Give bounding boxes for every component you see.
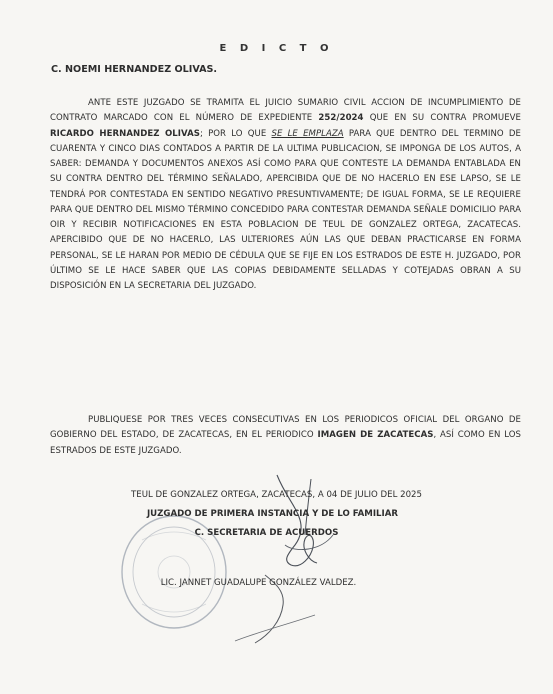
paragraph-text: , ASÍ COMO EN LOS ESTRADOS DE ESTE JUZGADO. (50, 430, 521, 456)
place-and-date: TEUL DE GONZALEZ ORTEGA, ZACATECAS, A 04 DE JULIO DEL 2025 (131, 490, 422, 500)
publication-paragraph (50, 413, 521, 459)
notice-paragraph (50, 96, 521, 294)
court-seal-stamp (112, 500, 242, 640)
court-name: JUZGADO DE PRIMERA INSTANCIA Y DE LO FAMILIAR (146, 509, 398, 519)
plaintiff-name: RICARDO HERNANDEZ OLIVAS (50, 128, 200, 139)
signer-role: C. SECRETARIA DE ACUERDOS (194, 528, 339, 538)
paragraph-text: PARA QUE DENTRO DEL TERMINO DE CUARENTA Y CINCO DIAS CONTADOS A PARTIR DE LA ULTIMA PUBLICACION, SE IMPONGA DE LOS AUTOS, A SABER: DEMANDA Y DOCUMENTOS ANEXOS ASÍ COMO PARA QUE CONTESTE LA DEMANDA ENTABLADA EN SU CONTRA DENTRO DEL TÉRMINO SEÑALADO, APERCIBIDA QUE DE NO HACERLO EN ESE LAPSO, SE LE TENDRÁ POR CONTESTADA EN SENTIDO NEGATIVO PRESUNTIVAMENTE; DE IGUAL FORMA, SE LE REQUIERE PARA QUE DENTRO DEL MISMO TÉRMINO CONCEDIDO PARA CONTESTAR DEMANDA SEÑALE DOMICILIO PARA OIR Y RECIBIR NOTIFICACIONES EN ESTA POBLACION DE TEUL DE GONZALEZ ORTEGA, ZACATECAS. APERCIBIDO QUE DE NO HACERLO, LAS ULTERIORES AÚN LAS QUE DEBAN PRACTICARSE EN FORMA PERSONAL, SE LE HARAN POR MEDIO DE CÉDULA QUE SE FIJE EN LOS ESTRADOS DE ESTE H. JUZGADO, POR ÚLTIMO SE LE HACE SABER QUE LAS COPIAS DEBIDAMENTE SELLADAS Y COTEJADAS OBRAN A SU DISPOSICIÓN EN LA SECRETARIA DEL JUZGADO. (50, 128, 521, 291)
addressee: C. NOEMI HERNANDEZ OLIVAS. (51, 64, 218, 75)
paragraph-text: QUE EN SU CONTRA PROMUEVE (363, 113, 521, 124)
newspaper-name: IMAGEN DE ZACATECAS (317, 430, 434, 441)
paragraph-text: PUBLIQUESE POR TRES VECES CONSECUTIVAS EN LOS PERIODICOS OFICIAL DEL ORGANO DE GOBIERNO DEL ESTADO, DE ZACATECAS, EN EL PERIODICO (50, 415, 521, 441)
paragraph-text: ; POR LO QUE (199, 128, 272, 139)
summons-phrase: SE LE EMPLAZA (271, 128, 344, 139)
paragraph-text: ANTE ESTE JUZGADO SE TRAMITA EL JUICIO SUMARIO CIVIL ACCION DE INCUMPLIMIENTO DE CONTRATO MARCADO CON EL NÚMERO DE EXPEDIENTE (50, 98, 521, 124)
document-title: E D I C T O (219, 43, 334, 54)
signer-name: LIC. JANNET GUADALUPE GONZÁLEZ VALDEZ. (160, 578, 357, 588)
case-number: 252/2024 (318, 113, 364, 124)
